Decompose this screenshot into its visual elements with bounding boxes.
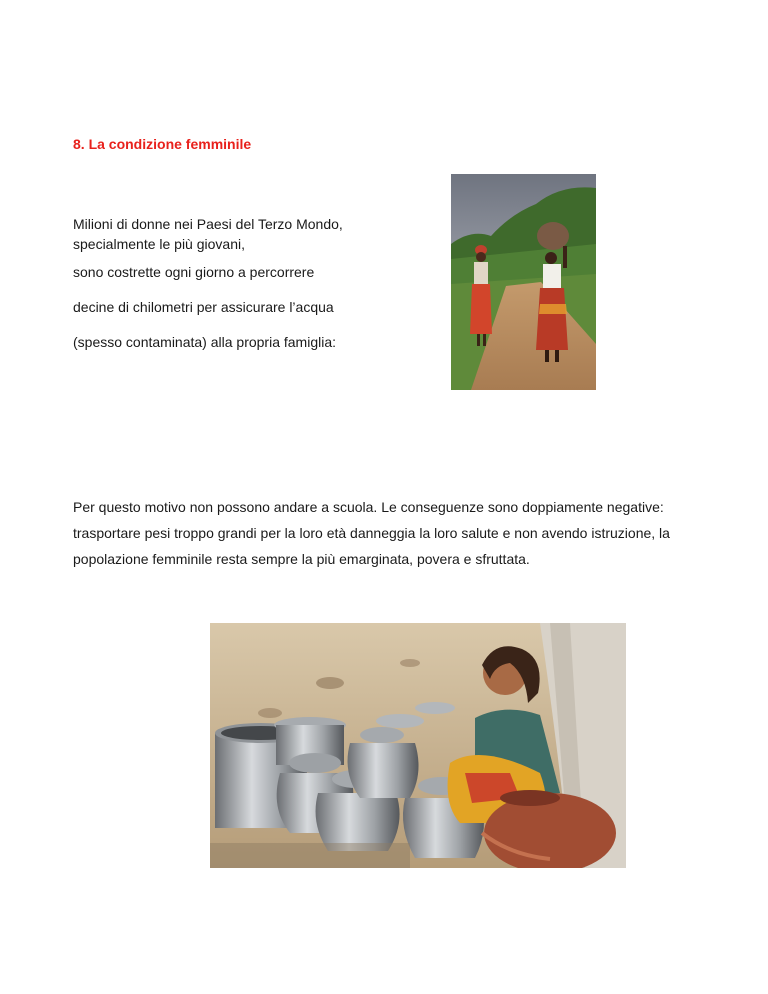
girl-with-water-pots-photo — [210, 623, 626, 868]
body-paragraph: Per questo motivo non possono andare a scuola. Le conseguenze sono doppiamente negative: trasportare pesi troppo grandi per la loro età danneggia la loro salute e non avendo istruzione, la popolazione femminile resta sempre la più emarginata, povera e sfruttata. — [73, 499, 670, 567]
intro-line: specialmente le più giovani, — [73, 236, 245, 252]
intro-line: decine di chilometri per assicurare l’acqua — [73, 299, 334, 315]
women-carrying-water-photo — [451, 174, 596, 390]
section-heading: 8. La condizione femminile — [73, 136, 252, 152]
intro-line: (spesso contaminata) alla propria famiglia: — [73, 334, 337, 350]
intro-line: sono costrette ogni giorno a percorrere — [73, 264, 315, 280]
intro-line: Milioni di donne nei Paesi del Terzo Mondo, — [73, 216, 343, 232]
